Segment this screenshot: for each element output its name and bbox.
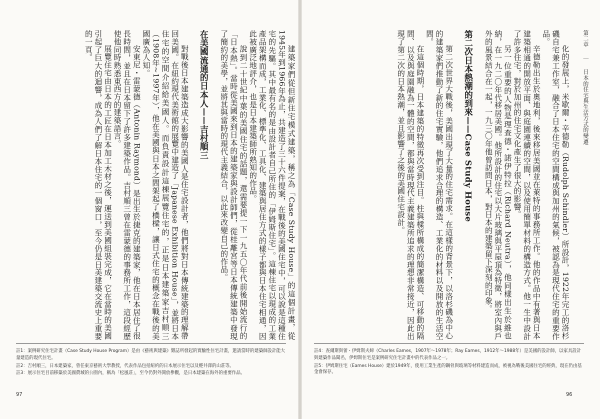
paragraph: 另一位重要的人物是理查德・諾伊特拉（Richard Neutra），他同樣出生於維也納，在一九二〇年代移居美國。他所設計的住宅以大片玻璃與平屋頂為特徵，將室內與戶外的風景結合在一起，一九三〇年他曾訪問日本，對日本的建築留下深刻的印象。	[484, 30, 513, 340]
paragraph: 說到二十世紀中葉的美國住宅的話題，還需要提一下一九五〇年代前後開始流行的「日本熱」。當時從美國來到日本的建築家與設計師們，從桂離宮等日本傳統建築中發現了簡約的美學，並將其與當時的現代主義結合，以此來改變自己的作品。	[219, 30, 249, 340]
running-head	[581, 30, 588, 150]
section-heading: 在美國流通的日本人——吉村順三	[199, 30, 210, 160]
footnote: 註2：吉村順三，日本建築家，曾任東京藝術大學教授，代表作品包括紐約的日本展示住宅以及輕井澤的山莊等。	[16, 363, 234, 369]
running-head-title: 日本的住宅與生活方式的變遷	[582, 69, 588, 145]
page-number: 97	[16, 392, 23, 398]
footnote: 註1：案例研究住宅計畫（Case Study House Program）是由《藝術與建築》雜誌所發起的實驗性住宅計畫，邀請當時的建築師設計能大量建造的現代住宅。	[16, 349, 286, 361]
paragraph: 對戰後日本建築造成大影響的美國人是住宅設計者，他們將對日本傳統建築的理解帶回美國。在紐約現代美術館的展覽中建造了「Japanese Exhibition House」，並將日本住宅的空間介紹給美國人。而負責設計這棟展覽住宅的，正是日本建築家吉村順三（1908年~1997年），他在美國與日本之間架起了橋樑，讓日式住宅的概念在戰後的美國廣為人知。	[141, 30, 190, 340]
running-head-chapter: 第二章	[582, 30, 588, 48]
page-number: 96	[566, 392, 573, 398]
left-footnotes	[16, 349, 286, 379]
paragraph: 辛德勒出生於奧地利，後來移居美國並在萊特的事務所工作。他的作品中有著與日本建築相通的開放平面、與庭園連續的空間，以及使用簡單材料的構造方式。他一生中設計了許多住宅，對於加州的住宅文化產生了很大的影響。	[513, 30, 542, 340]
left-body-text	[26, 30, 296, 340]
paragraph: 建築家們從但新住宅模式建築，稱之為「Case Study House」的這個計畫，從1945年到1966年為止，共建造了三十六件提案，在戰後的美國住宅中，可以說是這種住宅的先驅。其中最有名的是由設計者自己所住的「伊姆斯住宅」。這棟住宅以現成的工業產品架構而成，工業化、標準化、工具化、建築與居住方式的樣子都與日本住宅相通，因此被廣泛地評介，也是日本建築師所熟知的作品。	[248, 30, 296, 340]
book-gutter	[298, 0, 302, 419]
paragraph: 第二次世界大戰後，美國出現了大量的住宅需求。在這樣的背景下，以洛杉磯為中心的建築家們推動了新的住宅實驗，他們追求合理的構造、工業化的材料以及開放的生活空間。	[425, 30, 454, 340]
footnote: 註4：查爾斯與蕾・伊姆斯夫婦（Charles Eames，1907年～1978年；Ray Eames，1912年～1988年）是美國的設計師，以家具設計與建築作品聞名，伊姆斯住宅是案例研究住宅計畫中的代表作品之一。	[314, 349, 581, 361]
footnote-divider	[16, 343, 286, 344]
right-page	[300, 0, 600, 419]
footnote-divider	[314, 343, 584, 344]
paragraph: 安東尼・雷蒙德（Antonin Raymond）是出生於捷克的建築家，他在日本居住了很長時間，並且在日本留下了許多建築作品。吉村順三曾在雷蒙德的事務所工作，這段經歷使他同時熟悉東西方的建築語言。	[113, 30, 142, 340]
right-body-text	[312, 30, 570, 340]
footnote: 註3：展示住宅目前移築於美國費城的公園內，稱為「松風莊」，至今仍對外開放參觀，是日本建築在海外的重要作品。	[16, 371, 245, 377]
section-heading: 第二次日本熱潮的到來——Case Study House	[463, 30, 474, 222]
footnote: 註5：伊姆斯住宅（Eames House）建於1949年，使用工業生產的鋼骨與玻璃等材料建造而成，被視為戰後美國住宅的經典，現在仍由基金會保存。	[314, 363, 582, 376]
paragraph: 化的發展上，米歇爾・辛德勒（Rudolph Schindler）所設計，1922年完工的洛杉磯自宅兼工作室，融合了日本住宅的空間構成與加州的氣候，被認為是現代住宅的重要作品。	[541, 30, 570, 340]
running-head-separator: ｜	[582, 55, 588, 62]
paragraph: 在這個時期，日本建築的特徵再次受到注目。柱與樑所構成的簡潔構造、可移動的隔間、以及與庭園融為一體的空間，都與當時現代主義建築所追求的理想非常接近，因此出現了第二次的日本熱潮，並且影響了之後的美國住宅設計。	[396, 30, 425, 340]
paragraph: 展覽住宅由日本的工匠在日本加工木材之後，運送到美國組裝完成，它在當時的美國引起了巨大的迴響，成為人們了解日本住宅的一個窗口，至今仍是日美建築交流史上重要的一頁。	[84, 30, 113, 340]
right-footnotes	[314, 349, 584, 378]
